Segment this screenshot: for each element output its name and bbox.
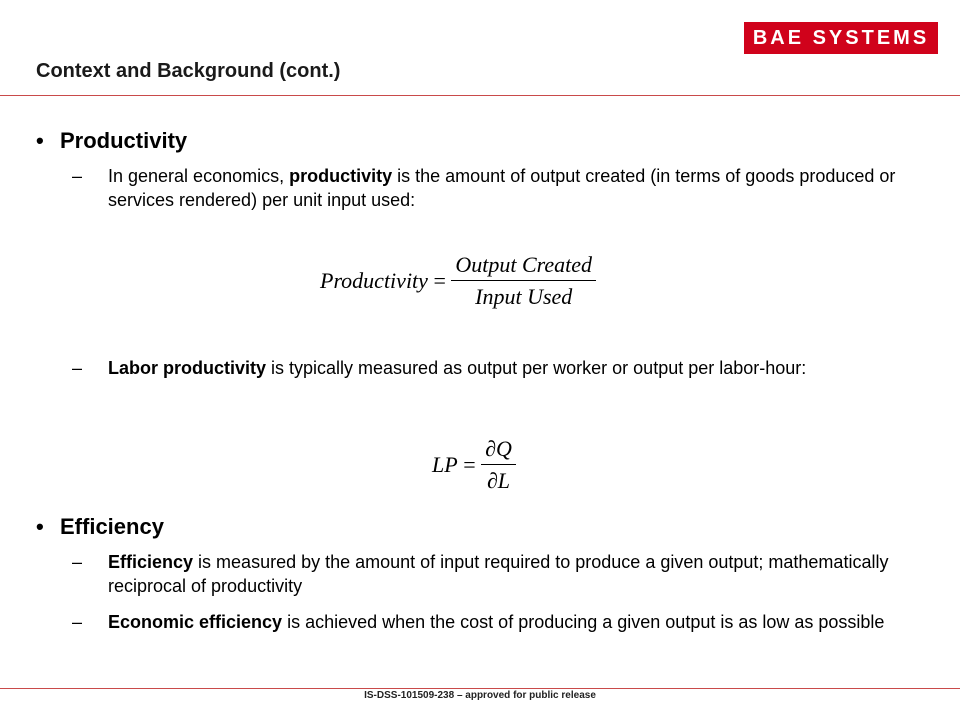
equation-denominator: ∂L xyxy=(486,468,511,493)
slide-title: Context and Background (cont.) xyxy=(36,60,341,82)
bullet-heading: Productivity xyxy=(60,128,188,153)
equation-fraction xyxy=(481,436,516,494)
bullet-efficiency xyxy=(36,514,164,540)
sub-item-term: Efficiency xyxy=(108,552,194,572)
sub-item-productivity-definition xyxy=(72,164,932,212)
sub-item-economic-efficiency xyxy=(72,610,932,634)
sub-item-text: is typically measured as output per worker or output per labor-hour: xyxy=(266,358,807,378)
equation-equals: = xyxy=(463,452,476,477)
dash-symbol: – xyxy=(72,552,83,572)
sub-item-text: is achieved when the cost of producing a given output is as low as possible xyxy=(282,612,885,632)
footer-release-notice: IS-DSS-101509-238 – approved for public release xyxy=(364,690,596,701)
equation-lhs: Productivity xyxy=(320,268,428,293)
title-divider xyxy=(0,95,960,96)
bullet-symbol: • xyxy=(36,128,44,153)
dash-symbol: – xyxy=(72,166,83,186)
sub-item-term: Labor productivity xyxy=(108,358,267,378)
productivity-equation xyxy=(320,252,596,310)
bae-systems-logo: BAE SYSTEMS xyxy=(744,22,938,54)
sub-item-labor-productivity xyxy=(72,356,932,380)
dash-symbol: – xyxy=(72,612,83,632)
equation-lhs: LP xyxy=(432,452,458,477)
equation-numerator: ∂Q xyxy=(481,436,516,465)
equation-fraction xyxy=(451,252,596,310)
equation-denominator: Input Used xyxy=(475,284,573,309)
sub-item-pre: In general economics, xyxy=(108,166,290,186)
equation-numerator: Output Created xyxy=(451,252,596,281)
sub-item-term: Economic efficiency xyxy=(108,612,283,632)
equation-equals: = xyxy=(433,268,446,293)
footer-divider xyxy=(0,688,960,689)
bullet-heading: Efficiency xyxy=(60,514,164,539)
sub-item-text: is measured by the amount of input required to produce a given output; mathematically reciprocal of productivity xyxy=(108,552,889,596)
labor-productivity-equation xyxy=(432,436,516,494)
sub-item-term: productivity xyxy=(289,166,393,186)
dash-symbol: – xyxy=(72,358,83,378)
bullet-productivity xyxy=(36,128,187,154)
sub-item-text: is the amount of output created (in terms of goods produced or services rendered) per unit input used: xyxy=(108,166,896,210)
sub-item-efficiency-definition xyxy=(72,550,932,598)
bullet-symbol: • xyxy=(36,514,44,539)
